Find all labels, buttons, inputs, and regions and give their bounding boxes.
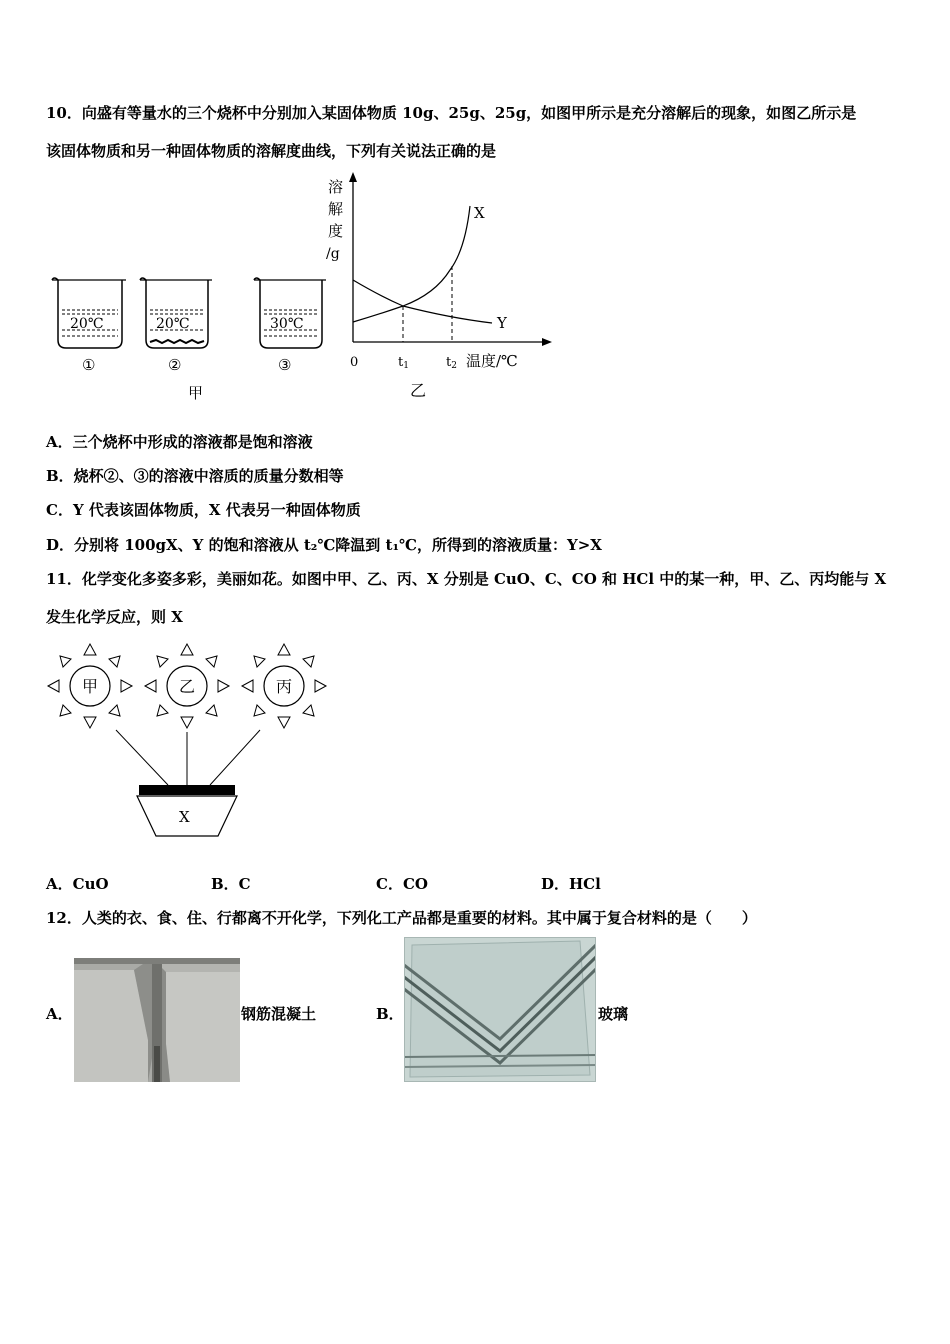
q11-option-b[interactable]: B．C (211, 875, 251, 893)
fig-jia-label: 甲 (188, 384, 204, 402)
q11-option-c[interactable]: C．CO (376, 875, 428, 893)
beaker-2-temp: 20℃ (156, 316, 190, 332)
q11-option-d[interactable]: D．HCl (541, 875, 601, 893)
xlabel: 温度/℃ (466, 352, 518, 370)
x-axis-arrow (542, 338, 552, 346)
sun-bing (242, 644, 326, 728)
q12-option-b-letter[interactable]: B． (376, 1005, 404, 1023)
glass-photo (404, 937, 596, 1082)
t2-label: t2 (446, 355, 457, 371)
ylabel-char-2: 解 (328, 200, 344, 218)
ylabel-char-4: /g (326, 246, 340, 262)
concrete-photo (74, 958, 240, 1082)
q10-option-a[interactable]: A．三个烧杯中形成的溶液都是饱和溶液 (46, 433, 313, 451)
q12-stem: 12．人类的衣、食、住、行都离不开化学，下列化工产品都是重要的材料。其中属于复合材料的是（ ） (46, 909, 757, 927)
t1-label: t1 (398, 355, 409, 371)
sun-bing-label: 丙 (276, 677, 293, 696)
curve-y-label: Y (497, 314, 507, 332)
curve-y (353, 280, 492, 323)
pot-label: X (179, 808, 190, 826)
ylabel-char-1: 溶 (328, 178, 344, 196)
q11-stem-line2: 发生化学反应，则 X (46, 608, 183, 626)
beaker-3-number: ③ (278, 356, 292, 374)
beakers-figure (40, 268, 340, 408)
ylabel-char-3: 度 (328, 222, 344, 240)
sun-jia-label: 甲 (82, 677, 99, 696)
origin-label: 0 (350, 355, 359, 370)
q12-option-b-label[interactable]: 玻璃 (598, 1005, 629, 1023)
solubility-graph (320, 170, 560, 402)
beaker-2 (140, 278, 212, 374)
fig-yi-label: 乙 (410, 381, 427, 400)
curve-x-label: X (474, 204, 485, 222)
q12-option-a-letter[interactable]: A． (46, 1005, 73, 1023)
sun-jia (48, 644, 132, 728)
sun-yi-label: 乙 (179, 677, 196, 696)
beaker-1-number: ① (82, 356, 96, 374)
beaker-1 (52, 278, 126, 374)
beaker-2-number: ② (168, 356, 182, 374)
flower-diagram (44, 640, 344, 845)
q11-stem-line1: 11．化学变化多姿多彩，美丽如花。如图中甲、乙、丙、X 分别是 CuO、C、CO 和 HCl 中的某一种，甲、乙、丙均能与 X (46, 570, 887, 588)
q10-stem-line2: 该固体物质和另一种固体物质的溶解度曲线，下列有关说法正确的是 (46, 142, 497, 160)
q10-stem-line1: 10．向盛有等量水的三个烧杯中分别加入某固体物质 10g、25g、25g，如图甲所示是充分溶解后的现象，如图乙所示是 (46, 104, 857, 122)
q12-option-a-label[interactable]: 钢筋混凝土 (241, 1005, 317, 1023)
beaker-3-temp: 30℃ (270, 316, 304, 332)
pot-rim (139, 785, 235, 795)
q10-option-d[interactable]: D．分别将 100gX、Y 的饱和溶液从 t₂℃降温到 t₁℃，所得到的溶液质量：Y>X (46, 536, 602, 554)
q10-option-b[interactable]: B．烧杯②、③的溶液中溶质的质量分数相等 (46, 467, 344, 485)
beaker-1-temp: 20℃ (70, 316, 104, 332)
q11-option-a[interactable]: A．CuO (46, 875, 109, 893)
stem-jia (116, 730, 168, 785)
sun-yi (145, 644, 229, 728)
q10-option-c[interactable]: C．Y 代表该固体物质，X 代表另一种固体物质 (46, 501, 361, 519)
beaker-3 (254, 278, 326, 374)
y-axis-arrow (349, 172, 357, 182)
stem-bing (210, 730, 260, 785)
